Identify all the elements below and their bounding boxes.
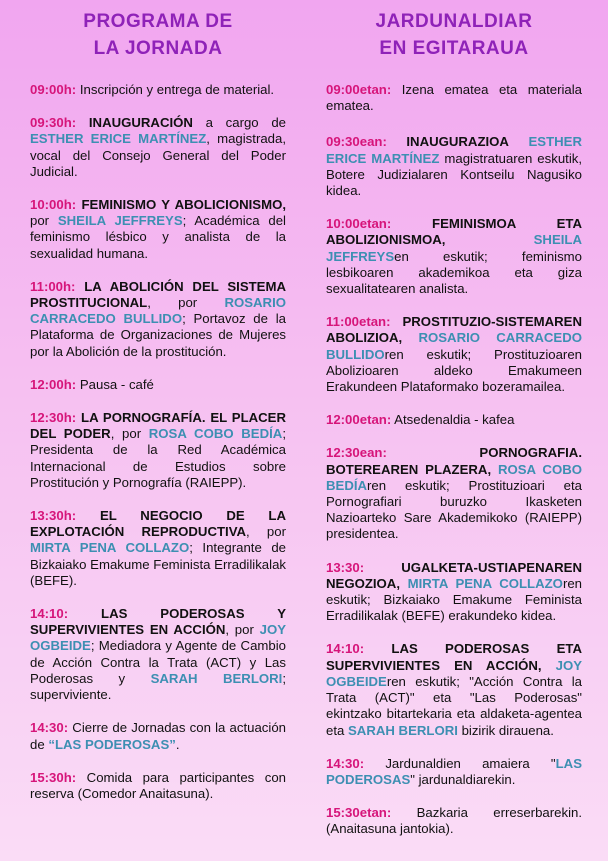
program-item-1410 (30, 606, 286, 703)
item-text: ren eskutik; Prostituzioari eta Pornografiari buruzko Ikasketen Nazioarteko Sare Akademikoko (RAIEPP) presidentea. (326, 477, 582, 542)
item-text: ren eskutik; Bizkaiako Emakume Feminista Erradilikalak (BEFE) erakundeko kidea. (326, 575, 582, 624)
session-title: UGALKETA-USTIAPENAREN NEGOZIOA, (326, 559, 582, 591)
time-label: 09:00etan: (326, 82, 392, 97)
item-text: bizirik dirauena. (457, 722, 554, 738)
program-item-1430 (326, 756, 582, 788)
item-text (445, 232, 533, 247)
time-label: 12:30ean: (326, 445, 387, 461)
item-text (491, 462, 498, 477)
item-text: ; Académica del feminismo lésbico y analista de la sexualidad humana. (30, 213, 286, 261)
spanish-title-line1: PROGRAMA DE (83, 11, 233, 32)
spanish-title (30, 8, 286, 62)
program-item-1000 (30, 197, 286, 262)
speaker-name: MIRTA PENA COLLAZO (30, 540, 190, 556)
time-label: 12:30h: (30, 410, 77, 426)
program-item-1230 (326, 445, 582, 542)
basque-column (326, 8, 582, 855)
speaker-name: ESTHER ERICE MARTÍNEZ (30, 131, 207, 147)
program-item-0900 (326, 82, 582, 114)
item-text: Jardunaldien amaiera " (364, 755, 556, 771)
spanish-title-line2: LA JORNADA (93, 38, 223, 59)
time-label: 09:00h: (30, 82, 77, 97)
item-text: , por (225, 622, 260, 638)
item-text: , por (246, 524, 286, 540)
session-title: LAS PODEROSAS Y SUPERVIVIENTES EN ACCIÓN (30, 606, 286, 638)
item-text: Cierre de Jornadas con la actuación de (30, 720, 286, 752)
item-text: ; Portavoz de la Plataforma de Organizaciones de Mujeres por la Abolición de la prostitución. (30, 311, 286, 359)
time-label: 14:10: (326, 641, 365, 657)
speaker-name: SHEILA JEFFREYS (326, 232, 582, 264)
speaker-name: ESTHER ERICE MARTÍNEZ (326, 134, 582, 166)
time-label: 10:00etan: (326, 216, 392, 232)
program-item-1000 (326, 216, 582, 297)
spanish-column (30, 8, 286, 819)
speaker-name: JOY OGBEIDE (326, 657, 583, 689)
item-text: ren eskutik; Prostituzioaren Abolizioaren aldeko Emakumeen Erakundeen Plataformako bozeramailea. (326, 346, 582, 395)
time-label: 15:30etan: (326, 805, 392, 821)
performer-name: LAS PODEROSAS (326, 755, 582, 787)
program-item-1530 (326, 805, 582, 837)
session-title: FEMINISMO Y ABOLICIONISMO, (76, 197, 286, 213)
session-title: LA PORNOGRAFÍA. EL PLACER DEL PODER (30, 410, 286, 442)
item-text: , por (110, 426, 149, 442)
time-label: 14:10: (30, 606, 69, 622)
time-label: 11:00h: (30, 278, 76, 294)
speaker-name: ROSARIO CARRACEDO BULLIDO (326, 330, 582, 362)
item-text (400, 576, 408, 591)
item-text (542, 658, 556, 673)
program-item-1100 (30, 279, 286, 360)
item-text: Inscripción y entrega de material. (76, 82, 275, 97)
session-title: FEMINISMOA ETA ABOLIZIONISMOA, (326, 216, 582, 248)
speaker-name: SARAH BERLORI (348, 722, 458, 738)
item-text: magistratuaren eskutik, Botere Judizialaren Kontseilu Nagusiko kidea. (326, 150, 583, 199)
item-text: ; superviviente. (30, 670, 286, 703)
item-text: . (175, 736, 180, 752)
program-item-1430 (30, 720, 286, 752)
time-label: 13:30: (326, 559, 365, 575)
time-label: 15:30h: (30, 769, 77, 785)
performer-name: “LAS PODEROSAS” (48, 736, 176, 752)
item-text: ; Integrante de Bizkaiako Emakume Feminista Erradilikalak (BEFE). (30, 540, 286, 588)
speaker-name: ROSA COBO BEDÍA (148, 426, 283, 442)
session-title: PORNOGRAFIA. BOTEREAREN PLAZERA, (326, 445, 582, 477)
speaker-name: SHEILA JEFFREYS (57, 213, 183, 229)
speaker-name: JOY OGBEIDE (30, 622, 286, 654)
item-text (509, 134, 529, 149)
session-title: INAUGURACIÓN (76, 115, 193, 131)
session-title: LA ABOLICIÓN DEL SISTEMA PROSTITUCIONAL (30, 278, 286, 311)
time-label: 14:30: (30, 720, 69, 736)
program-item-1100 (326, 314, 582, 395)
item-text: en eskutik; feminismo lesbikoaren akademikoa eta giza sexualitatearen analista. (326, 248, 582, 297)
program-item-1330 (30, 508, 286, 589)
program-item-0930 (30, 115, 286, 180)
time-label: 09:30ean: (326, 134, 387, 150)
time-label: 12:00h: (30, 376, 77, 392)
program-item-1200 (30, 377, 286, 393)
item-text: Atsedenaldia - kafea (391, 412, 515, 428)
program-item-1330 (326, 560, 582, 625)
time-label: 11:00etan: (326, 314, 391, 330)
basque-title (326, 8, 582, 62)
item-text: , magistrada, vocal del Consejo General del Poder Judicial. (30, 131, 286, 179)
session-title: PROSTITUZIO-SISTEMAREN ABOLIZIOA, (326, 314, 582, 346)
speaker-name: MIRTA PENA COLLAZO (407, 575, 563, 591)
item-text: , por (147, 295, 225, 311)
item-text: Comida para participantes con reserva (Comedor Anaitasuna). (30, 769, 286, 801)
speaker-name: ROSA COBO BEDÍA (326, 461, 582, 493)
item-text: " jardunaldiarekin. (410, 771, 516, 787)
time-label: 10:00h: (30, 197, 77, 213)
item-text: ; Mediadora y Agente de Cambio de Acción Contra la Trata (ACT) y Las Poderosas y (30, 638, 286, 686)
item-text: ; Presidenta de la Red Académica Internacional de Estudios sobre Prostitución y Pornografía (RAIEPP). (30, 426, 286, 490)
item-text: ren eskutik; "Acción Contra la Trata (ACT)" eta "Las Poderosas" ekintzako bitartekaria eta aldaketa-agentea eta (326, 673, 582, 738)
program-item-0930 (326, 134, 582, 199)
item-text (402, 330, 418, 345)
item-text: Izena ematea eta materiala ematea. (326, 82, 582, 114)
basque-title-line2: EN EGITARAUA (379, 38, 529, 59)
item-text: a cargo de (192, 115, 286, 131)
item-text: Pausa - café (76, 376, 154, 392)
item-text: Bazkaria erreserbarekin. (Anaitasuna jantokia). (326, 805, 582, 837)
program-item-1410 (326, 641, 582, 738)
program-item-1200 (326, 412, 582, 428)
session-title: INAUGURAZIOA (386, 134, 509, 150)
basque-title-line1: JARDUNALDIAR (375, 11, 533, 32)
speaker-name: ROSARIO CARRACEDO BULLIDO (30, 295, 286, 327)
time-label: 09:30h: (30, 115, 77, 131)
time-label: 13:30h: (30, 508, 77, 524)
time-label: 14:30: (326, 755, 365, 771)
program-item-1530 (30, 770, 286, 802)
item-text: por (30, 213, 58, 229)
session-title: LAS PODEROSAS ETA SUPERVIVIENTES EN ACCIÓN, (326, 641, 582, 673)
time-label: 12:00etan: (326, 412, 392, 428)
program-item-0900 (30, 82, 286, 98)
speaker-name: SARAH BERLORI (150, 670, 283, 686)
program-item-1230 (30, 410, 286, 491)
session-title: EL NEGOCIO DE LA EXPLOTACIÓN REPRODUCTIVA (30, 508, 286, 540)
